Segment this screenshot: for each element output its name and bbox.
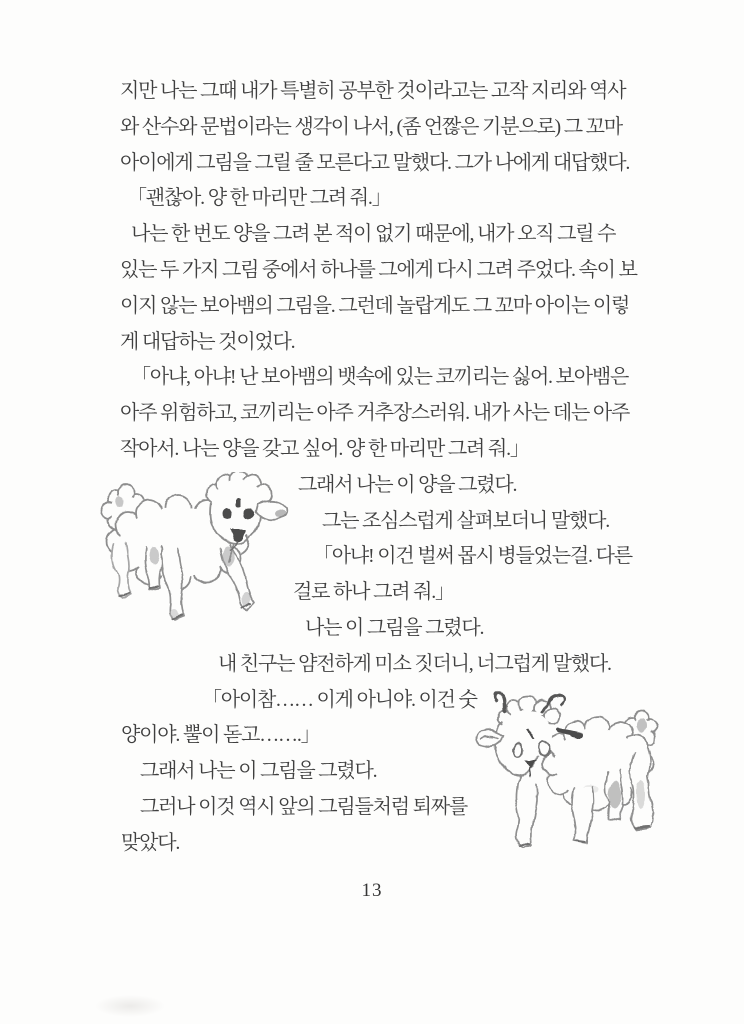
text-line: 이지 않는 보아뱀의 그림을. 그런데 놀랍게도 그 꼬마 아이는 이렇 [120, 295, 630, 317]
page-number: 13 [361, 880, 383, 901]
text-line: 그래서 나는 이 양을 그렸다. [298, 474, 517, 496]
text-line: 맞았다. [121, 832, 180, 854]
text-line: 양이야. 뿔이 돋고…….」 [121, 724, 320, 746]
sick-lamb-drawing-icon [98, 472, 298, 652]
text-line: 나는 이 그림을 그렸다. [305, 617, 484, 639]
text-line: 그는 조심스럽게 살펴보더니 말했다. [322, 510, 609, 532]
lamb-eye [244, 508, 255, 519]
text-line: 나는 한 번도 양을 그려 본 적이 없기 때문에, 내가 오직 그릴 수 [131, 223, 616, 245]
text-line: 「아냐! 이건 벌써 몹시 병들었는걸. 다른 [313, 545, 632, 567]
text-line: 지만 나는 그때 내가 특별히 공부한 것이라고는 고작 지리와 역사 [120, 80, 626, 102]
lamb-eye [222, 509, 232, 519]
text-line: 「아이참…… 이게 아니야. 이건 숫 [202, 689, 477, 711]
text-line: 작아서. 나는 양을 갖고 싶어. 양 한 마리만 그려 줘.」 [120, 438, 529, 460]
ram-drawing-icon [462, 682, 672, 867]
text-line: 아이에게 그림을 그릴 줄 모른다고 말했다. 그가 나에게 대답했다. [120, 152, 630, 174]
text-line: 그래서 나는 이 그림을 그렸다. [140, 760, 377, 782]
lamb-forehead-mark [235, 498, 240, 508]
text-line: 있는 두 가지 그림 중에서 하나를 그에게 다시 그려 주었다. 속이 보 [120, 259, 637, 281]
ram-ear [477, 731, 503, 746]
text-line: 「아냐, 아냐! 난 보아뱀의 뱃속에 있는 코끼리는 싫어. 보아뱀은 [131, 366, 629, 388]
text-line: 「괜찮아. 양 한 마리만 그려 줘.」 [127, 187, 391, 209]
text-line: 아주 위험하고, 코끼리는 아주 거추장스러워. 내가 사는 데는 아주 [120, 402, 630, 424]
text-line: 걸로 하나 그려 줘.」 [293, 581, 454, 603]
text-line: 와 산수와 문법이라는 생각이 나서, (좀 언짢은 기분으로) 그 꼬마 [120, 116, 622, 138]
ram-eye [539, 741, 550, 755]
text-line: 게 대답하는 것이었다. [120, 331, 295, 353]
page-smudge [95, 995, 165, 1017]
text-line: 그러나 이것 역시 앞의 그림들처럼 퇴짜를 [140, 796, 468, 818]
text-line: 내 친구는 얌전하게 미소 짓더니, 너그럽게 말했다. [218, 653, 611, 675]
ram-eye [514, 744, 523, 756]
